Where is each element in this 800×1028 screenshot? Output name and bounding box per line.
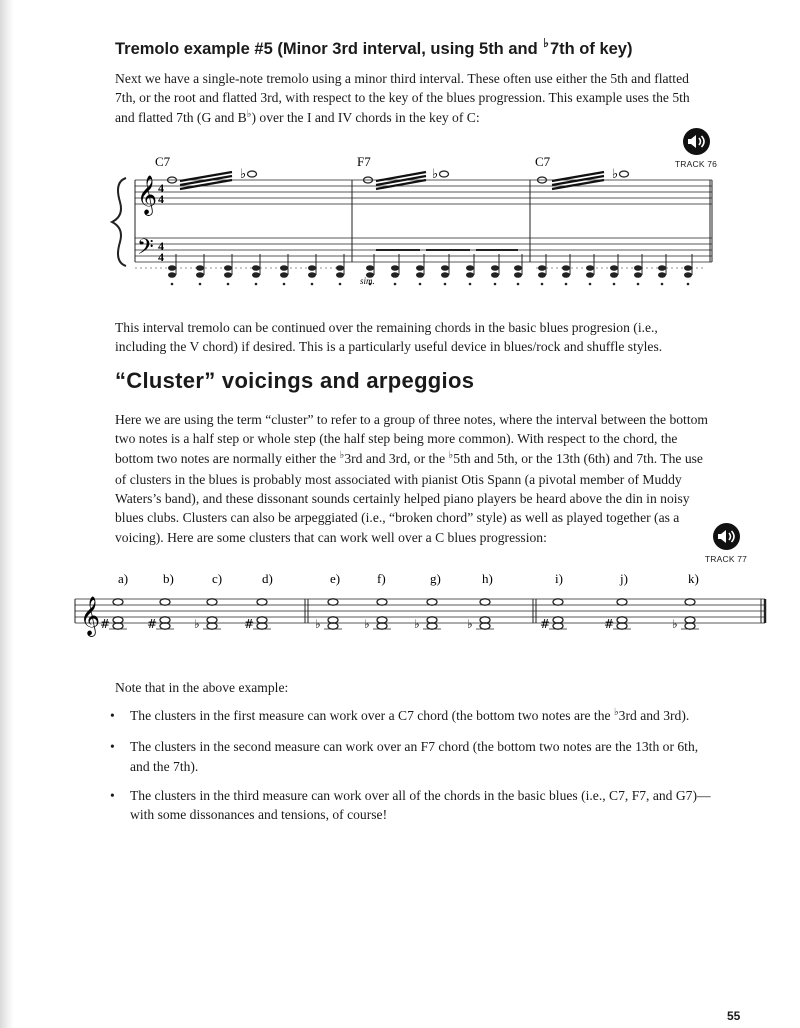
svg-text:4: 4 — [158, 192, 164, 206]
cluster-chord — [672, 599, 699, 631]
svg-text:♭: ♭ — [240, 167, 247, 182]
tremolo-paragraph: Next we have a single-note tremolo using a minor third interval. These often use either the 5th and flatted 7th, or the root and flatted 3rd, with respect to the key of the blues progression. This example uses the 5th and flatted 7th (G and B♭) over the I and IV chords in the key of C: — [115, 71, 690, 125]
svg-text:#: # — [540, 617, 551, 631]
svg-text:♭: ♭ — [364, 617, 370, 631]
list-item: • The clusters in the second measure can work over an F7 chord (the bottom two notes are the 13th or 6th, and the 7th). — [108, 737, 718, 776]
cluster-chords — [100, 599, 699, 631]
chord-label: a) — [118, 571, 129, 586]
cluster-chord — [604, 599, 631, 631]
svg-text:#: # — [604, 617, 615, 631]
track-label: TRACK 76 — [674, 159, 718, 169]
svg-text:4: 4 — [158, 250, 164, 264]
cluster-staff — [75, 599, 765, 623]
treble-clef: 𝄞 — [80, 596, 101, 636]
flat-symbol: ♭ — [448, 449, 454, 461]
page-number: 55 — [727, 1009, 741, 1023]
chord-symbol: C7 — [535, 154, 551, 169]
svg-text:#: # — [100, 617, 111, 631]
flat-symbol: ♭ — [613, 707, 619, 718]
cluster-chord — [244, 599, 271, 631]
chord-label: h) — [482, 571, 493, 586]
flat-symbol: ♭ — [246, 108, 252, 120]
svg-text:♭: ♭ — [672, 617, 678, 631]
track-label: TRACK 77 — [704, 554, 748, 564]
cluster-chord — [540, 599, 567, 631]
svg-text:♭: ♭ — [432, 167, 439, 182]
svg-text:4: 4 — [158, 181, 164, 195]
cluster-chord — [364, 599, 391, 631]
section-heading-cluster: “Cluster” voicings and arpeggios — [115, 368, 475, 393]
notes-intro: Note that in the above example: — [115, 680, 289, 695]
heading-text: Tremolo example #5 (Minor 3rd interval, using 5th and — [115, 40, 543, 58]
flat-symbol: ♭ — [543, 36, 549, 50]
list-item: • The clusters in the first measure can work over a C7 chord (the bottom two notes are the ♭3rd and 3rd). — [108, 706, 718, 727]
notes-list — [108, 706, 718, 834]
flat-symbol: ♭ — [339, 449, 345, 461]
svg-text:♭: ♭ — [414, 617, 420, 631]
svg-text:♭: ♭ — [315, 617, 321, 631]
svg-text:#: # — [244, 617, 255, 631]
cluster-chord — [315, 599, 342, 631]
chord-label: d) — [262, 571, 273, 586]
chord-symbol: F7 — [357, 154, 371, 169]
cluster-paragraph: Here we are using the term “cluster” to refer to a group of three notes, where the interval between the bottom two notes is a half step or whole step (the half step being more common). With respect to the chord, the bottom two notes are normally either the ♭3rd and 3rd, or the ♭5th and 5th, or the 13th (6th) and 7th. The use of clusters in the blues is probably most associated with pianist Otis Spann (a pivotal member of Muddy Waters’s band), and these dissonant sounds certainly helped piano players be heard above the din in noisy blues clubs. Clusters can also be arpeggiated (i.e., “broken chord” style) as well as played together (as a voicing). Here are some clusters that can work well over a C blues progression: — [115, 412, 708, 545]
chord-label: i) — [555, 571, 563, 586]
svg-text:♭: ♭ — [612, 167, 619, 182]
cluster-chord — [100, 599, 127, 631]
bass-clef: 𝄢 — [137, 235, 154, 265]
cluster-chord — [467, 599, 494, 631]
chord-symbol: C7 — [155, 154, 171, 169]
tremolo-continue-paragraph: This interval tremolo can be continued over the remaining chords in the basic blues progresion (i.e., including the V chord) if desired. This is a particularly useful device in blues/rock and shuffle styles. — [115, 320, 663, 355]
svg-text:#: # — [147, 617, 158, 631]
cluster-chord — [147, 599, 174, 631]
chord-label: f) — [377, 571, 386, 586]
svg-text:♭: ♭ — [194, 617, 200, 631]
chord-label: e) — [330, 571, 341, 586]
chord-label: j) — [620, 571, 628, 586]
chord-label: g) — [430, 571, 441, 586]
list-item: • The clusters in the third measure can work over all of the chords in the basic blues (i.e., C7, F7, and G7)—with some dissonances and tensions, of course! — [108, 786, 718, 825]
svg-text:4: 4 — [158, 239, 164, 253]
chord-label: b) — [163, 571, 174, 586]
cluster-chord — [414, 599, 441, 631]
heading-text-end: 7th of key) — [549, 40, 633, 58]
chord-label: k) — [688, 571, 699, 586]
chord-label: c) — [212, 571, 223, 586]
cluster-chord — [194, 599, 221, 631]
svg-text:♭: ♭ — [467, 617, 473, 631]
simile-mark: sim. — [360, 276, 375, 286]
treble-clef: 𝄞 — [137, 175, 158, 215]
